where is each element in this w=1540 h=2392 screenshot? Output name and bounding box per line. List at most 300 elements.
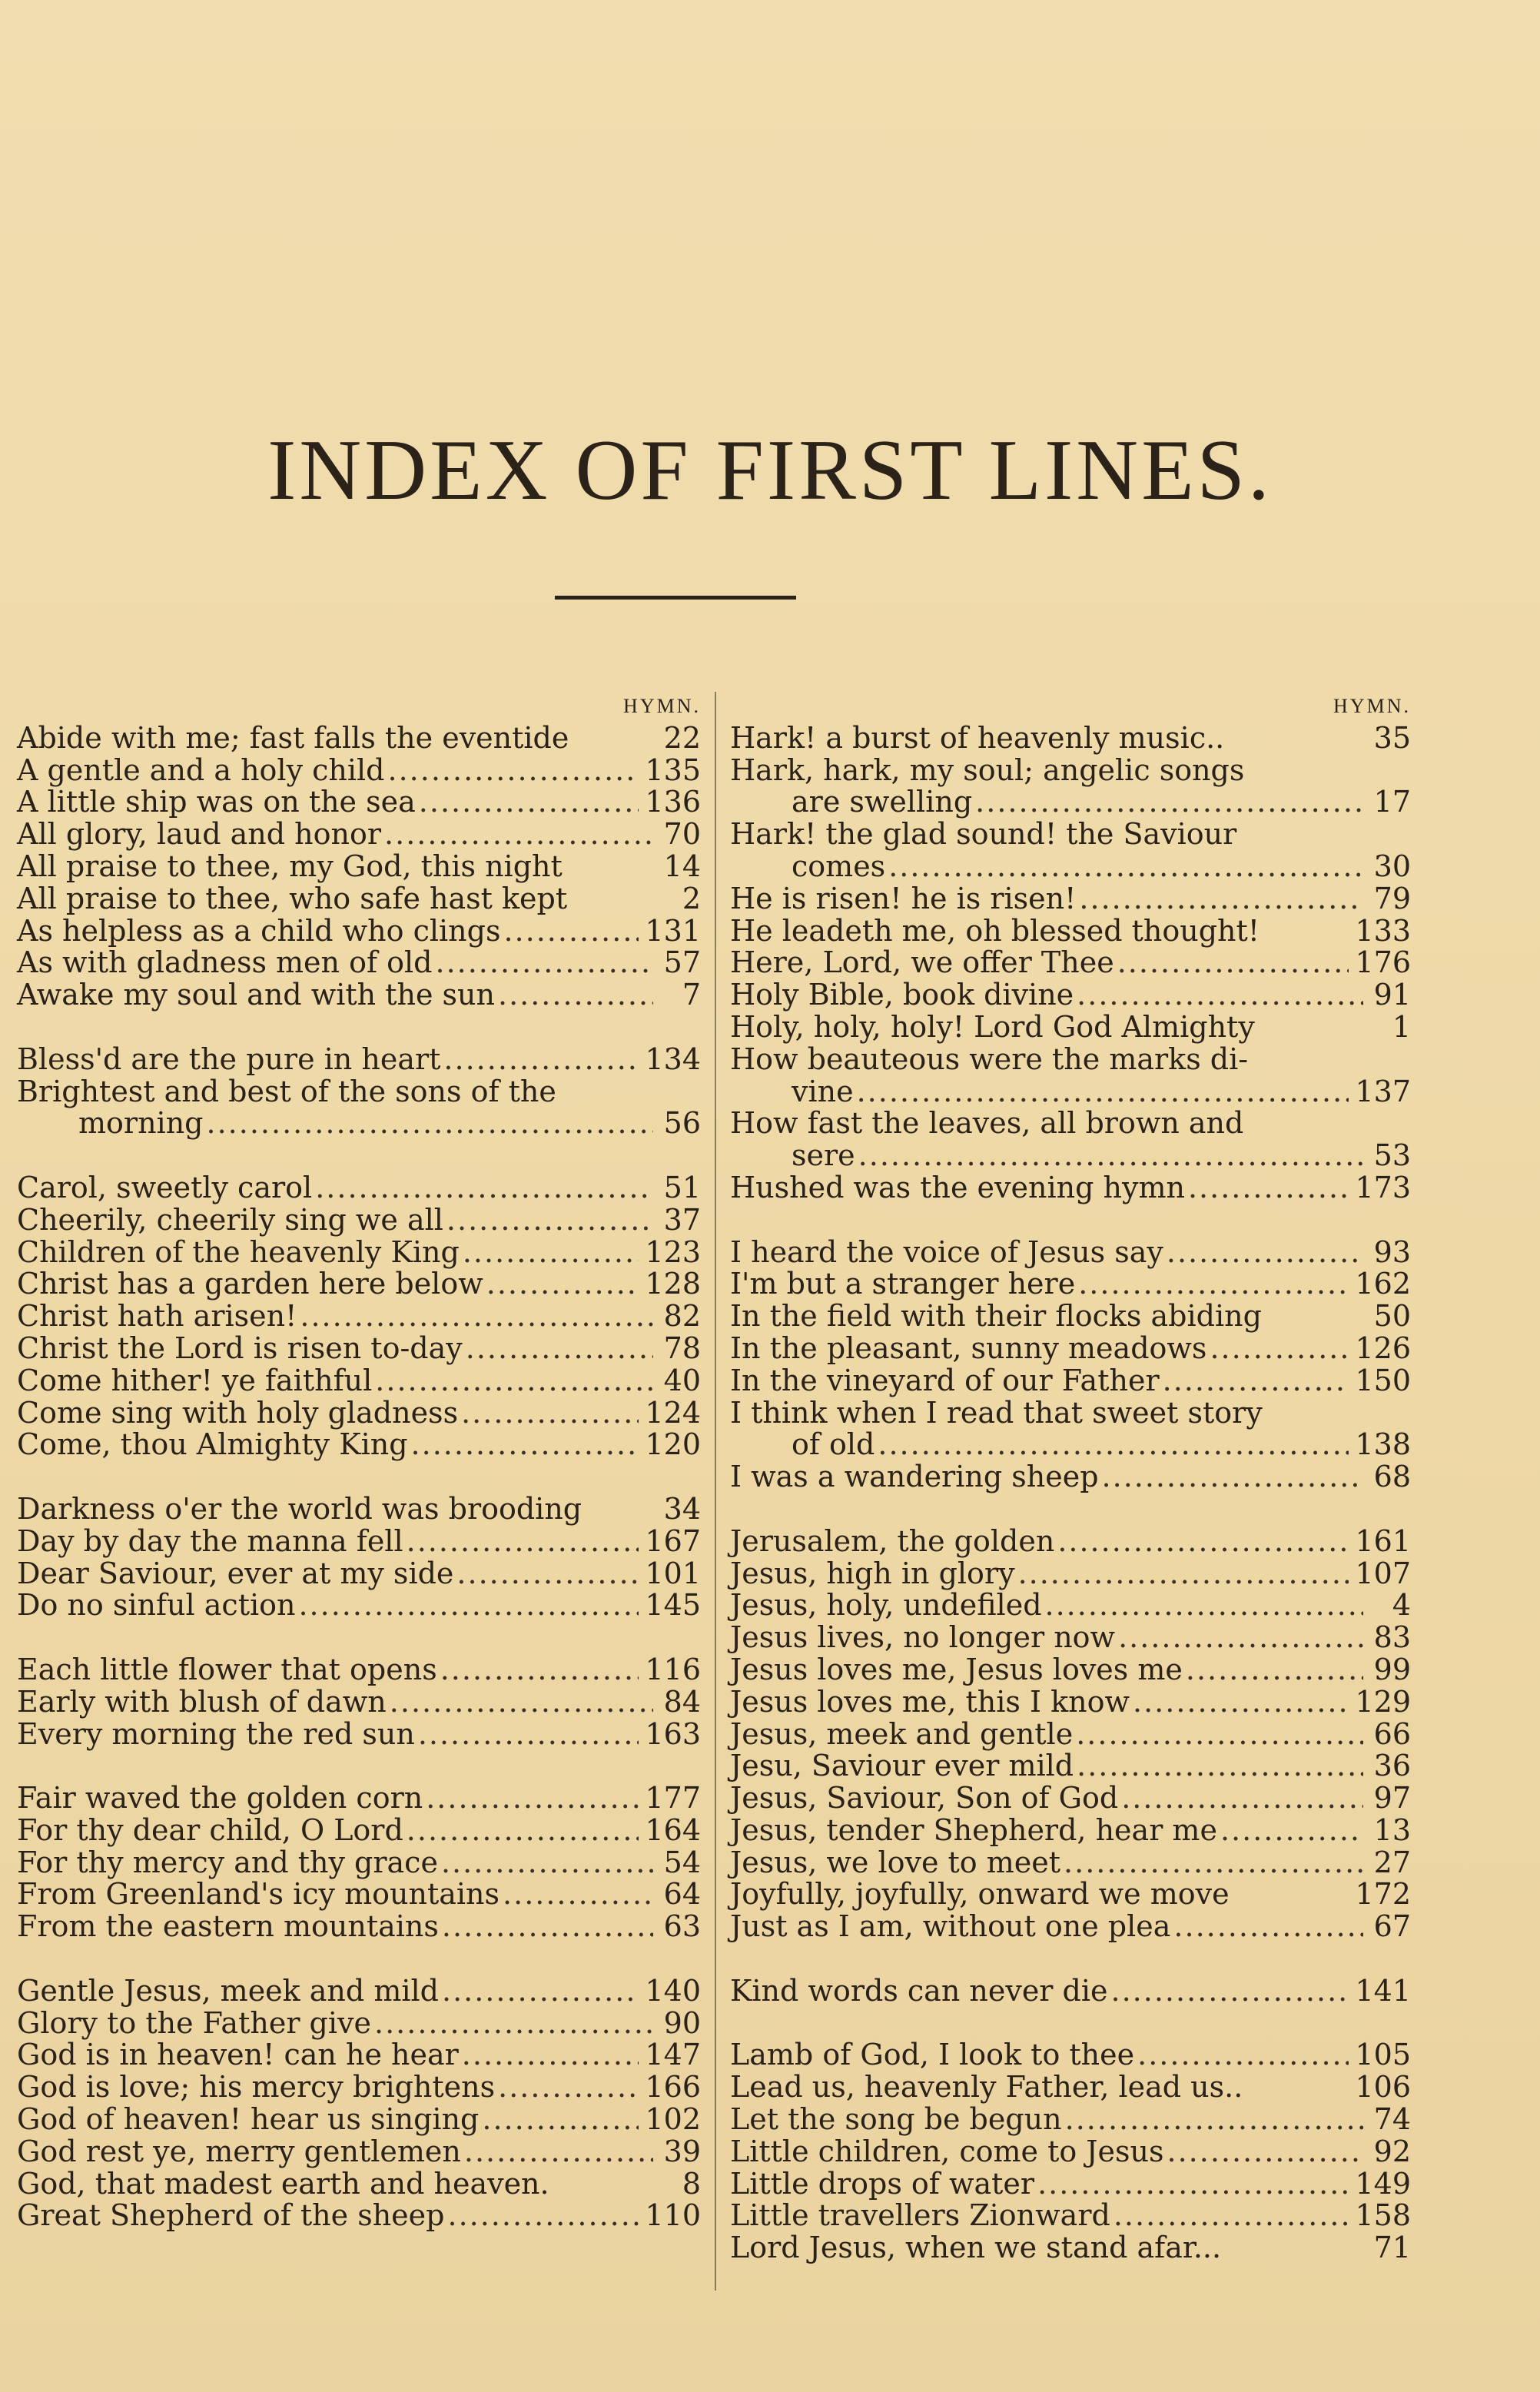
hymn-number: 7 bbox=[682, 978, 701, 1012]
section-gap bbox=[730, 1493, 1411, 1526]
first-line-text: As with gladness men of old bbox=[17, 945, 433, 980]
first-line-text: As helpless as a child who clings bbox=[17, 913, 501, 948]
first-line-text: Darkness o'er the world was brooding bbox=[17, 1491, 582, 1526]
first-line-text: Jesus loves me, this I know bbox=[730, 1684, 1130, 1719]
leader-dots bbox=[1121, 1782, 1363, 1815]
index-entry bbox=[17, 2136, 701, 2168]
hymn-number: 2 bbox=[682, 881, 701, 915]
leader-dots bbox=[1133, 1686, 1349, 1719]
first-line-text: In the field with their flocks abiding bbox=[730, 1299, 1262, 1334]
first-line-text: For thy dear child, O Lord bbox=[17, 1812, 403, 1847]
first-line-text: Come, thou Almighty King bbox=[17, 1427, 408, 1462]
hymn-number: 97 bbox=[1373, 1781, 1411, 1816]
leader-dots bbox=[503, 915, 639, 948]
leader-dots bbox=[442, 1911, 653, 1943]
hymn-number: 99 bbox=[1373, 1652, 1411, 1686]
hymn-number: 116 bbox=[645, 1652, 701, 1686]
hymn-number: 166 bbox=[645, 2070, 701, 2105]
first-line-text: Jesus lives, no longer now bbox=[730, 1620, 1116, 1655]
section-gap bbox=[17, 1461, 701, 1493]
leader-dots bbox=[300, 1301, 653, 1333]
first-line-text: I was a wandering sheep bbox=[730, 1460, 1099, 1494]
index-entry bbox=[730, 720, 1411, 755]
index-entry bbox=[17, 2104, 701, 2136]
index-entry bbox=[17, 1558, 701, 1590]
index-entry bbox=[17, 947, 701, 979]
index-entry bbox=[730, 1234, 1411, 1269]
first-line-text: Gentle Jesus, meek and mild bbox=[17, 1973, 439, 2008]
leader-dots bbox=[1173, 1911, 1363, 1943]
index-entry bbox=[730, 1108, 1411, 1140]
hymn-number: 147 bbox=[645, 2038, 701, 2072]
hymn-column-header: HYMN. bbox=[623, 695, 701, 717]
first-line-text: Fair waved the golden corn bbox=[17, 1781, 423, 1816]
first-line-text: God is love; his mercy brightens bbox=[17, 2070, 496, 2105]
leader-dots bbox=[207, 1108, 653, 1140]
first-line-text: are swelling bbox=[792, 785, 973, 819]
hymn-number: 79 bbox=[1373, 881, 1411, 915]
index-entry bbox=[17, 1234, 701, 1269]
hymn-number: 37 bbox=[663, 1202, 701, 1237]
hymn-column-header: HYMN. bbox=[1333, 695, 1411, 717]
leader-dots bbox=[1078, 1268, 1349, 1301]
hymn-number: 126 bbox=[1355, 1331, 1411, 1365]
first-line-text: Lead us, heavenly Father, lead us.. bbox=[730, 2070, 1243, 2105]
index-entry bbox=[17, 1493, 701, 1526]
index-entry bbox=[17, 786, 701, 819]
hymn-number: 8 bbox=[682, 2166, 701, 2201]
index-entry bbox=[17, 752, 701, 787]
leader-dots bbox=[463, 1237, 639, 1269]
hymn-number: 22 bbox=[663, 720, 701, 755]
hymn-number: 70 bbox=[663, 817, 701, 852]
leader-dots bbox=[384, 819, 653, 851]
index-entry bbox=[730, 1782, 1411, 1815]
hymn-number: 90 bbox=[663, 2005, 701, 2040]
first-line-text: Abide with me; fast falls the eventide bbox=[17, 720, 569, 755]
first-line-text: Children of the heavenly King bbox=[17, 1234, 460, 1269]
section-gap bbox=[17, 1622, 701, 1654]
hymn-number: 161 bbox=[1355, 1523, 1411, 1558]
leader-dots bbox=[1188, 1172, 1349, 1204]
index-entry bbox=[17, 1429, 701, 1461]
first-line-text: Hark, hark, my soul; angelic songs bbox=[730, 752, 1245, 787]
leader-dots bbox=[1167, 1237, 1363, 1269]
hymn-number: 131 bbox=[645, 913, 701, 948]
hymn-number: 56 bbox=[663, 1106, 701, 1141]
hymn-number: 27 bbox=[1373, 1845, 1411, 1879]
hymn-number: 129 bbox=[1355, 1684, 1411, 1719]
leader-dots bbox=[1065, 2104, 1363, 2136]
hymn-number: 164 bbox=[645, 1812, 701, 1847]
leader-dots bbox=[1220, 1815, 1363, 1847]
leader-dots bbox=[1102, 1461, 1363, 1493]
leader-dots bbox=[390, 1686, 653, 1719]
hymn-number: 40 bbox=[663, 1363, 701, 1397]
first-line-text: God is in heaven! can he hear bbox=[17, 2038, 459, 2072]
leader-dots bbox=[375, 1365, 653, 1397]
leader-dots bbox=[503, 1879, 653, 1911]
leader-dots bbox=[858, 1140, 1363, 1172]
first-line-text: In the vineyard of our Father bbox=[730, 1363, 1160, 1397]
index-entry bbox=[17, 1044, 701, 1076]
leader-dots bbox=[435, 947, 653, 979]
first-line-text: In the pleasant, sunny meadows bbox=[730, 1331, 1207, 1365]
hymn-number: 137 bbox=[1355, 1074, 1411, 1108]
leader-dots bbox=[975, 786, 1363, 819]
leader-dots bbox=[461, 1397, 639, 1430]
index-entry bbox=[730, 2200, 1411, 2232]
first-line-text: Come sing with holy gladness bbox=[17, 1395, 459, 1430]
first-line-text: God, that madest earth and heaven. bbox=[17, 2166, 549, 2201]
hymn-number: 51 bbox=[663, 1170, 701, 1204]
first-line-text: Cheerily, cheerily sing we all bbox=[17, 1202, 443, 1237]
leader-dots bbox=[1137, 2039, 1349, 2071]
index-entry bbox=[17, 1172, 701, 1204]
index-entry bbox=[17, 1076, 701, 1108]
leader-dots bbox=[1079, 883, 1363, 915]
index-entry bbox=[17, 1879, 701, 1911]
index-entry bbox=[730, 1429, 1411, 1461]
leader-dots bbox=[486, 1268, 639, 1301]
leader-dots bbox=[419, 786, 639, 819]
leader-dots bbox=[482, 2104, 639, 2136]
index-entry bbox=[17, 1847, 701, 1879]
first-line-text: How fast the leaves, all brown and bbox=[730, 1106, 1244, 1141]
index-entry bbox=[17, 883, 701, 915]
first-line-text: of old bbox=[792, 1427, 875, 1462]
index-entry bbox=[730, 1140, 1411, 1172]
index-entry bbox=[17, 851, 701, 883]
section-gap bbox=[730, 1204, 1411, 1237]
first-line-text: All praise to thee, who safe hast kept bbox=[17, 881, 568, 915]
first-line-text: For thy mercy and thy grace bbox=[17, 1845, 438, 1879]
hymn-number: 93 bbox=[1373, 1234, 1411, 1269]
entry-list-right bbox=[730, 720, 1411, 2265]
index-entry bbox=[17, 1333, 701, 1365]
leader-dots bbox=[1210, 1333, 1349, 1365]
index-entry bbox=[17, 1654, 701, 1686]
leader-dots bbox=[464, 2136, 653, 2168]
first-line-text: Little children, come to Jesus bbox=[730, 2134, 1164, 2168]
first-line-text: He is risen! he is risen! bbox=[730, 881, 1077, 915]
hymn-number: 167 bbox=[645, 1523, 701, 1558]
index-entry bbox=[17, 1782, 701, 1815]
section-gap bbox=[730, 1943, 1411, 1975]
first-line-text: A gentle and a holy child bbox=[17, 752, 385, 787]
first-line-text: Awake my soul and with the sun bbox=[17, 978, 495, 1012]
hymn-number: 106 bbox=[1355, 2070, 1411, 2105]
hymn-number: 50 bbox=[1373, 1299, 1411, 1334]
first-line-text: Bless'd are the pure in heart bbox=[17, 1042, 441, 1076]
first-line-text: Come hither! ye faithful bbox=[17, 1363, 373, 1397]
hymn-number: 158 bbox=[1355, 2198, 1411, 2233]
hymn-number: 68 bbox=[1373, 1460, 1411, 1494]
leader-dots bbox=[447, 2200, 639, 2232]
hymn-number: 64 bbox=[663, 1877, 701, 1912]
leader-dots bbox=[1111, 1975, 1349, 2008]
hymn-number: 35 bbox=[1373, 720, 1411, 755]
first-line-text: From Greenland's icy mountains bbox=[17, 1877, 500, 1912]
first-line-text: Brightest and best of the sons of the bbox=[17, 1074, 556, 1108]
hymn-number: 1 bbox=[1392, 1009, 1411, 1044]
hymn-number: 120 bbox=[645, 1427, 701, 1462]
leader-dots bbox=[441, 1847, 653, 1879]
index-entry bbox=[730, 752, 1411, 787]
first-line-text: He leadeth me, oh blessed thought! bbox=[730, 913, 1260, 948]
first-line-text: Jesus, tender Shepherd, hear me bbox=[730, 1812, 1217, 1847]
first-line-text: Great Shepherd of the sheep bbox=[17, 2198, 445, 2233]
first-line-text: All glory, laud and honor bbox=[17, 817, 382, 852]
leader-dots bbox=[1118, 1622, 1363, 1654]
index-entry bbox=[17, 1108, 701, 1140]
first-line-text: Joyfully, joyfully, onward we move bbox=[730, 1877, 1230, 1912]
index-entry bbox=[730, 2168, 1411, 2201]
index-entry bbox=[730, 1301, 1411, 1333]
index-entry bbox=[730, 1622, 1411, 1654]
section-gap bbox=[17, 1750, 701, 1782]
first-line-text: Lamb of God, I look to thee bbox=[730, 2038, 1135, 2072]
hymn-number: 67 bbox=[1373, 1909, 1411, 1944]
index-entry bbox=[730, 1716, 1411, 1751]
first-line-text: Early with blush of dawn bbox=[17, 1684, 387, 1719]
index-entry bbox=[730, 2039, 1411, 2071]
index-entry bbox=[730, 1461, 1411, 1493]
first-line-text: comes bbox=[792, 849, 886, 883]
first-line-text: From the eastern mountains bbox=[17, 1909, 439, 1944]
leader-dots bbox=[456, 1558, 639, 1590]
index-entry bbox=[730, 1654, 1411, 1686]
first-line-text: I heard the voice of Jesus say bbox=[730, 1234, 1163, 1269]
leader-dots bbox=[498, 2071, 639, 2104]
hymn-number: 150 bbox=[1355, 1363, 1411, 1397]
leader-dots bbox=[440, 1654, 639, 1686]
hymn-number: 39 bbox=[663, 2134, 701, 2168]
index-entry bbox=[17, 2200, 701, 2232]
page-title: INDEX OF FIRST LINES. bbox=[267, 423, 1273, 518]
index-entry bbox=[730, 819, 1411, 851]
hymn-number: 141 bbox=[1355, 1973, 1411, 2008]
index-entry bbox=[17, 1301, 701, 1333]
index-entry bbox=[730, 1365, 1411, 1397]
index-entry bbox=[730, 1558, 1411, 1590]
index-entry bbox=[17, 1975, 701, 2008]
index-entry bbox=[730, 1847, 1411, 1879]
hymn-number: 101 bbox=[645, 1556, 701, 1590]
leader-dots bbox=[462, 2039, 639, 2071]
leader-dots bbox=[1045, 1590, 1363, 1622]
first-line-text: Kind words can never die bbox=[730, 1973, 1108, 2008]
index-entry bbox=[17, 2168, 701, 2201]
leader-dots bbox=[426, 1782, 639, 1815]
index-entry bbox=[17, 1590, 701, 1622]
first-line-text: Every morning the red sun bbox=[17, 1716, 415, 1751]
title-rule bbox=[555, 596, 796, 600]
leader-dots bbox=[1114, 2200, 1349, 2232]
hymn-number: 57 bbox=[663, 945, 701, 980]
first-line-text: Jesus, we love to meet bbox=[730, 1845, 1061, 1879]
hymn-number: 14 bbox=[663, 849, 701, 883]
leader-dots bbox=[446, 1204, 653, 1237]
index-entry bbox=[17, 979, 701, 1012]
index-column-left bbox=[17, 690, 701, 2232]
index-entry bbox=[730, 1686, 1411, 1719]
index-entry bbox=[730, 883, 1411, 915]
hymn-number: 124 bbox=[645, 1395, 701, 1430]
index-entry bbox=[730, 979, 1411, 1012]
first-line-text: Let the song be begun bbox=[730, 2102, 1062, 2137]
hymn-number: 84 bbox=[663, 1684, 701, 1719]
index-entry bbox=[730, 1750, 1411, 1782]
hymn-number: 163 bbox=[645, 1716, 701, 1751]
first-line-text: Dear Saviour, ever at my side bbox=[17, 1556, 454, 1590]
index-entry bbox=[17, 1686, 701, 1719]
leader-dots bbox=[1057, 1526, 1349, 1558]
leader-dots bbox=[1064, 1847, 1363, 1879]
hymn-number: 107 bbox=[1355, 1556, 1411, 1590]
hymn-number: 110 bbox=[645, 2198, 701, 2233]
first-line-text: Lord Jesus, when we stand afar... bbox=[730, 2231, 1222, 2265]
first-line-text: All praise to thee, my God, this night bbox=[17, 849, 563, 883]
hymn-number: 66 bbox=[1373, 1716, 1411, 1751]
first-line-text: Do no sinful action bbox=[17, 1588, 296, 1623]
index-entry bbox=[730, 915, 1411, 948]
hymn-number: 30 bbox=[1373, 849, 1411, 883]
leader-dots bbox=[418, 1719, 639, 1751]
index-entry bbox=[730, 1590, 1411, 1622]
leader-dots bbox=[1076, 1719, 1363, 1751]
index-entry bbox=[730, 1397, 1411, 1430]
first-line-text: God of heaven! hear us singing bbox=[17, 2102, 480, 2137]
hymn-number: 102 bbox=[645, 2102, 701, 2137]
hymn-number: 83 bbox=[1373, 1620, 1411, 1655]
index-column-right bbox=[730, 690, 1411, 2264]
first-line-text: morning bbox=[78, 1106, 204, 1141]
hymn-number: 91 bbox=[1373, 978, 1411, 1012]
hymn-number: 13 bbox=[1373, 1812, 1411, 1847]
leader-dots bbox=[388, 755, 639, 787]
index-entry bbox=[730, 2232, 1411, 2264]
index-entry bbox=[730, 1523, 1411, 1558]
index-entry bbox=[730, 1076, 1411, 1108]
first-line-text: Glory to the Father give bbox=[17, 2005, 371, 2040]
index-entry bbox=[17, 2005, 701, 2040]
hymn-number: 162 bbox=[1355, 1267, 1411, 1301]
index-entry bbox=[17, 2039, 701, 2071]
first-line-text: Just as I am, without one plea bbox=[730, 1909, 1171, 1944]
leader-dots bbox=[857, 1076, 1349, 1108]
hymn-number: 134 bbox=[645, 1042, 701, 1076]
index-entry bbox=[730, 1812, 1411, 1847]
leader-dots bbox=[298, 1590, 639, 1622]
index-entry bbox=[730, 1879, 1411, 1911]
leader-dots bbox=[1077, 1750, 1363, 1782]
index-entry bbox=[17, 1268, 701, 1301]
index-entry bbox=[730, 1009, 1411, 1044]
index-entry bbox=[17, 915, 701, 948]
leader-dots bbox=[407, 1815, 639, 1847]
index-entry bbox=[17, 1716, 701, 1751]
hymn-number: 149 bbox=[1355, 2166, 1411, 2201]
index-entry bbox=[730, 1172, 1411, 1204]
first-line-text: Carol, sweetly carol bbox=[17, 1170, 313, 1204]
leader-dots bbox=[878, 1429, 1349, 1461]
leader-dots bbox=[407, 1526, 639, 1558]
index-entry bbox=[17, 1812, 701, 1847]
first-line-text: Christ has a garden here below bbox=[17, 1267, 483, 1301]
hymn-number: 74 bbox=[1373, 2102, 1411, 2137]
hymn-number: 54 bbox=[663, 1845, 701, 1879]
index-entry bbox=[730, 851, 1411, 883]
leader-dots bbox=[466, 1333, 653, 1365]
first-line-text: Little travellers Zionward bbox=[730, 2198, 1110, 2233]
hymn-number: 4 bbox=[1392, 1588, 1411, 1623]
first-line-text: Jesu, Saviour ever mild bbox=[730, 1749, 1074, 1783]
leader-dots bbox=[374, 2008, 653, 2040]
hymn-number: 172 bbox=[1355, 1877, 1411, 1912]
first-line-text: I think when I read that sweet story bbox=[730, 1395, 1263, 1430]
index-entry bbox=[17, 819, 701, 851]
first-line-text: Jesus loves me, Jesus loves me bbox=[730, 1652, 1183, 1686]
entry-list-left bbox=[17, 720, 701, 2233]
hymn-number: 135 bbox=[645, 752, 701, 787]
leader-dots bbox=[1018, 1558, 1349, 1590]
hymn-number: 92 bbox=[1373, 2134, 1411, 2168]
leader-dots bbox=[1037, 2168, 1349, 2201]
leader-dots bbox=[443, 1044, 639, 1076]
index-entry bbox=[730, 1911, 1411, 1943]
first-line-text: Holy, holy, holy! Lord God Almighty bbox=[730, 1009, 1255, 1044]
leader-dots bbox=[315, 1172, 653, 1204]
hymn-number: 123 bbox=[645, 1234, 701, 1269]
first-line-text: Jesus, high in glory bbox=[730, 1556, 1015, 1590]
index-entry bbox=[17, 1911, 701, 1943]
hymn-number: 177 bbox=[645, 1781, 701, 1816]
hymn-number: 145 bbox=[645, 1588, 701, 1623]
hymn-number: 53 bbox=[1373, 1138, 1411, 1173]
first-line-text: Little drops of water bbox=[730, 2166, 1035, 2201]
leader-dots bbox=[1163, 1365, 1349, 1397]
index-entry bbox=[17, 1204, 701, 1237]
hymn-number: 105 bbox=[1355, 2038, 1411, 2072]
first-line-text: How beauteous were the marks di- bbox=[730, 1042, 1249, 1076]
section-gap bbox=[730, 2008, 1411, 2040]
first-line-text: Hark! the glad sound! the Saviour bbox=[730, 817, 1237, 852]
leader-dots bbox=[411, 1429, 639, 1461]
hymn-number: 136 bbox=[645, 785, 701, 819]
index-entry bbox=[17, 1523, 701, 1558]
first-line-text: Holy Bible, book divine bbox=[730, 978, 1074, 1012]
first-line-text: I'm but a stranger here bbox=[730, 1267, 1076, 1301]
first-line-text: Jesus, meek and gentle bbox=[730, 1716, 1074, 1751]
index-entry bbox=[17, 2071, 701, 2104]
hymn-number: 176 bbox=[1355, 945, 1411, 980]
first-line-text: Christ the Lord is risen to-day bbox=[17, 1331, 463, 1365]
index-entry bbox=[730, 947, 1411, 979]
leader-dots bbox=[442, 1975, 639, 2008]
section-gap bbox=[17, 1012, 701, 1044]
first-line-text: vine bbox=[792, 1074, 854, 1108]
first-line-text: Day by day the manna fell bbox=[17, 1523, 403, 1558]
hymn-number: 78 bbox=[663, 1331, 701, 1365]
hymn-number: 173 bbox=[1355, 1170, 1411, 1204]
leader-dots bbox=[498, 979, 653, 1012]
hymn-number: 17 bbox=[1373, 785, 1411, 819]
section-gap bbox=[17, 1943, 701, 1975]
first-line-text: Jesus, holy, undefiled bbox=[730, 1588, 1042, 1623]
first-line-text: Jesus, Saviour, Son of God bbox=[730, 1781, 1119, 1816]
index-entry bbox=[730, 1975, 1411, 2008]
